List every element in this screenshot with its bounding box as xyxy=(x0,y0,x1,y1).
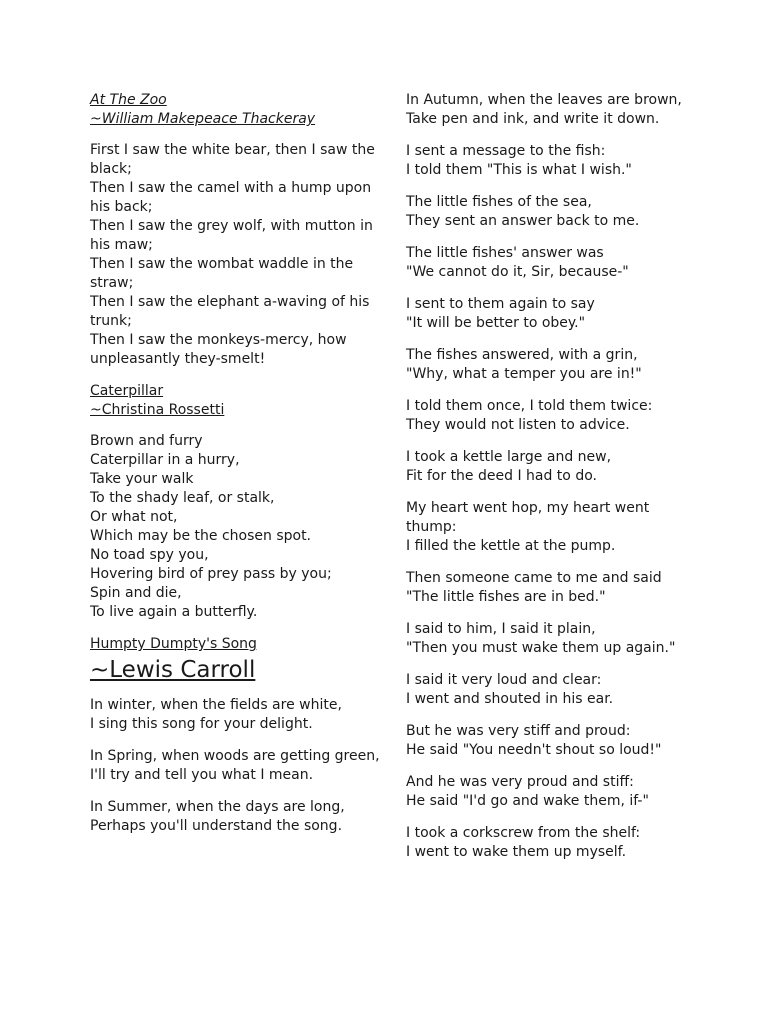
stanza-humpty xyxy=(406,91,696,129)
stanza-humpty xyxy=(406,193,696,231)
poem-author: ~Christina Rossetti xyxy=(90,402,225,418)
poem-line: I sing this song for your delight. xyxy=(90,716,313,732)
poem-line: First I saw the white bear, then I saw the black; xyxy=(90,142,375,177)
stanza-humpty xyxy=(406,773,696,811)
poem-line: Then I saw the grey wolf, with mutton in his maw; xyxy=(90,218,373,253)
poem-line: In Autumn, when the leaves are brown, xyxy=(406,92,682,108)
poem-line: No toad spy you, xyxy=(90,547,209,563)
stanza-zoo xyxy=(90,141,380,369)
stanza-caterpillar xyxy=(90,432,380,622)
poem-line: And he was very proud and stiff: xyxy=(406,774,634,790)
poem-title: Humpty Dumpty's Song xyxy=(90,636,257,652)
poem-line: I took a corkscrew from the shelf: xyxy=(406,825,641,841)
right-column xyxy=(406,91,696,875)
poem-line: He said "You needn't shout so loud!" xyxy=(406,742,662,758)
stanza-humpty xyxy=(406,448,696,486)
poem-line: Take your walk xyxy=(90,471,194,487)
poem-heading-caterpillar xyxy=(90,382,380,420)
poem-line: But he was very stiff and proud: xyxy=(406,723,631,739)
poem-line: Spin and die, xyxy=(90,585,182,601)
poem-line: I sent a message to the fish: xyxy=(406,143,606,159)
poem-line: "It will be better to obey." xyxy=(406,315,586,331)
poem-line: In Summer, when the days are long, xyxy=(90,799,345,815)
poem-line: Then I saw the elephant a-waving of his trunk; xyxy=(90,294,370,329)
poem-title: Caterpillar xyxy=(90,383,164,399)
poem-line: I told them once, I told them twice: xyxy=(406,398,653,414)
stanza-humpty xyxy=(406,569,696,607)
poem-line: Or what not, xyxy=(90,509,178,525)
poem-line: To the shady leaf, or stalk, xyxy=(90,490,275,506)
poem-heading-zoo xyxy=(90,91,380,129)
poem-line: Brown and furry xyxy=(90,433,203,449)
poem-line: I went and shouted in his ear. xyxy=(406,691,614,707)
poem-line: Perhaps you'll understand the song. xyxy=(90,818,343,834)
stanza-humpty xyxy=(406,142,696,180)
poem-line: "The little fishes are in bed." xyxy=(406,589,606,605)
stanza-humpty xyxy=(90,798,380,836)
poem-line: I said to him, I said it plain, xyxy=(406,621,596,637)
poem-line: Then someone came to me and said xyxy=(406,570,662,586)
poem-line: "Why, what a temper you are in!" xyxy=(406,366,642,382)
stanza-humpty xyxy=(406,824,696,862)
poem-line: I said it very loud and clear: xyxy=(406,672,602,688)
stanza-humpty xyxy=(406,244,696,282)
poem-line: Then I saw the camel with a hump upon his back; xyxy=(90,180,372,215)
poem-line: I went to wake them up myself. xyxy=(406,844,627,860)
poem-heading-humpty xyxy=(90,635,380,686)
stanza-humpty xyxy=(406,499,696,556)
stanza-humpty xyxy=(406,620,696,658)
poem-line: To live again a butterfly. xyxy=(90,604,258,620)
poem-line: "We cannot do it, Sir, because-" xyxy=(406,264,629,280)
stanza-humpty xyxy=(406,671,696,709)
stanza-humpty xyxy=(406,346,696,384)
stanza-humpty xyxy=(90,747,380,785)
stanza-humpty xyxy=(406,295,696,333)
stanza-humpty xyxy=(406,722,696,760)
poem-line: Then I saw the wombat waddle in the straw; xyxy=(90,256,354,291)
poem-line: They sent an answer back to me. xyxy=(406,213,640,229)
poem-line: I'll try and tell you what I mean. xyxy=(90,767,314,783)
poem-line: I told them "This is what I wish." xyxy=(406,162,632,178)
poem-line: I sent to them again to say xyxy=(406,296,595,312)
poem-line: Then I saw the monkeys-mercy, how unpleasantly they-smelt! xyxy=(90,332,347,367)
poem-line: The fishes answered, with a grin, xyxy=(406,347,638,363)
poem-line: Hovering bird of prey pass by you; xyxy=(90,566,332,582)
poem-line: Caterpillar in a hurry, xyxy=(90,452,240,468)
poem-author: ~Lewis Carroll xyxy=(90,657,256,683)
poem-line: Fit for the deed I had to do. xyxy=(406,468,597,484)
stanza-humpty xyxy=(90,696,380,734)
poem-line: I filled the kettle at the pump. xyxy=(406,538,616,554)
poem-line: In Spring, when woods are getting green, xyxy=(90,748,380,764)
poem-line: The little fishes' answer was xyxy=(406,245,604,261)
left-column xyxy=(90,91,380,849)
poem-line: He said "I'd go and wake them, if-" xyxy=(406,793,649,809)
poem-line: Which may be the chosen spot. xyxy=(90,528,312,544)
poem-line: They would not listen to advice. xyxy=(406,417,630,433)
poem-line: The little fishes of the sea, xyxy=(406,194,592,210)
poem-title: At The Zoo xyxy=(90,92,167,108)
poem-line: Take pen and ink, and write it down. xyxy=(406,111,660,127)
poem-line: My heart went hop, my heart went thump: xyxy=(406,500,650,535)
poem-author: ~William Makepeace Thackeray xyxy=(90,111,316,127)
poem-line: In winter, when the fields are white, xyxy=(90,697,342,713)
stanza-humpty xyxy=(406,397,696,435)
poem-line: I took a kettle large and new, xyxy=(406,449,612,465)
poem-line: "Then you must wake them up again." xyxy=(406,640,676,656)
